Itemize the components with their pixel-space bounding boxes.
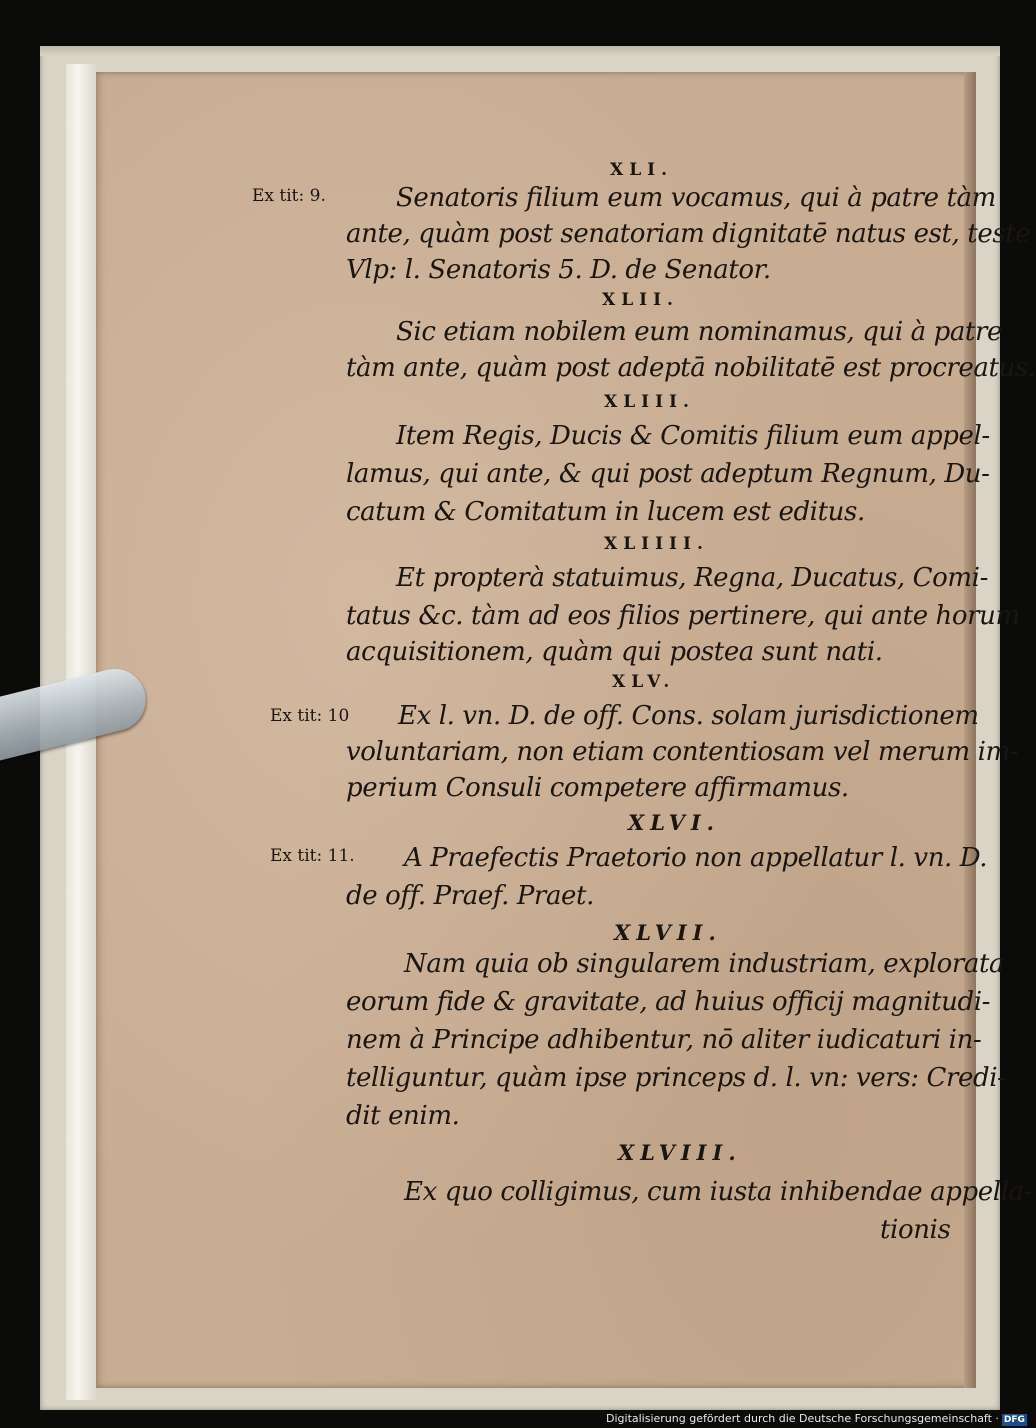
text-line-46-2: de off. Praef. Praet. (346, 881, 594, 911)
text-line-43-1: Item Regis, Ducis & Comitis filium eum appel- (396, 421, 990, 451)
text-line-47-4: telliguntur, quàm ipse princeps d. l. vn: vers: Credi- (346, 1063, 1006, 1093)
cardboard-top-edge (40, 46, 1000, 56)
text-line-45-1: Ex l. vn. D. de off. Cons. solam jurisdictionem (398, 701, 979, 731)
text-line-47-3: nem à Principe adhibentur, nō aliter iudicaturi in- (346, 1025, 982, 1055)
margin-note-tit-9: Ex tit: 9. (252, 186, 326, 206)
text-line-41-2: ante, quàm post senatoriam dignitatē natus est, teste (346, 219, 1031, 249)
margin-note-tit-10: Ex tit: 10 (270, 706, 350, 726)
text-line-44-3: acquisitionem, quàm qui postea sunt nati. (346, 637, 883, 667)
section-heading-41: XLI. (610, 160, 674, 180)
text-line-41-1: Senatoris filium eum vocamus, qui à patre tàm (396, 183, 996, 213)
section-heading-43: XLIII. (604, 392, 695, 412)
section-heading-42: XLII. (602, 290, 679, 310)
section-heading-48: XLVIII. (618, 1140, 742, 1165)
section-heading-46: XLVI. (628, 810, 720, 835)
text-line-47-5: dit enim. (346, 1101, 460, 1131)
section-heading-45: XLV. (612, 672, 676, 692)
text-line-45-3: perium Consuli competere affirmamus. (346, 773, 849, 803)
digitization-footer (606, 1410, 1025, 1428)
text-line-44-2: tatus &c. tàm ad eos filios pertinere, qui ante horum (346, 601, 1020, 631)
dfg-logo: DFG (1003, 1415, 1025, 1425)
text-line-42-2: tàm ante, quàm post adeptā nobilitatē est procreatus. (346, 353, 1036, 383)
section-heading-47: XLVII. (614, 920, 722, 945)
margin-note-tit-11: Ex tit: 11. (270, 846, 355, 866)
text-line-41-3: Vlp: l. Senatoris 5. D. de Senator. (346, 255, 771, 285)
text-line-43-2: lamus, qui ante, & qui post adeptum Regnum, Du- (346, 459, 990, 489)
text-line-42-1: Sic etiam nobilem eum nominamus, qui à patre (396, 317, 1002, 347)
text-line-47-1: Nam quia ob singularem industriam, explorata (404, 949, 1005, 979)
text-line-48-1: Ex quo colligimus, cum iusta inhibendae appella- (404, 1177, 1033, 1207)
footer-text: Digitalisierung gefördert durch die Deutsche Forschungsgemeinschaft · (606, 1412, 999, 1425)
text-line-47-2: eorum fide & gravitate, ad huius officij magnitudi- (346, 987, 991, 1017)
text-line-44-1: Et propterà statuimus, Regna, Ducatus, Comi- (396, 563, 988, 593)
text-line-48-2: tionis (880, 1215, 951, 1245)
section-heading-44: XLIIII. (604, 534, 709, 554)
text-line-43-3: catum & Comitatum in lucem est editus. (346, 497, 865, 527)
text-line-46-1: A Praefectis Praetorio non appellatur l. vn. D. (404, 843, 988, 873)
text-line-45-2: voluntariam, non etiam contentiosam vel merum im- (346, 737, 1019, 767)
